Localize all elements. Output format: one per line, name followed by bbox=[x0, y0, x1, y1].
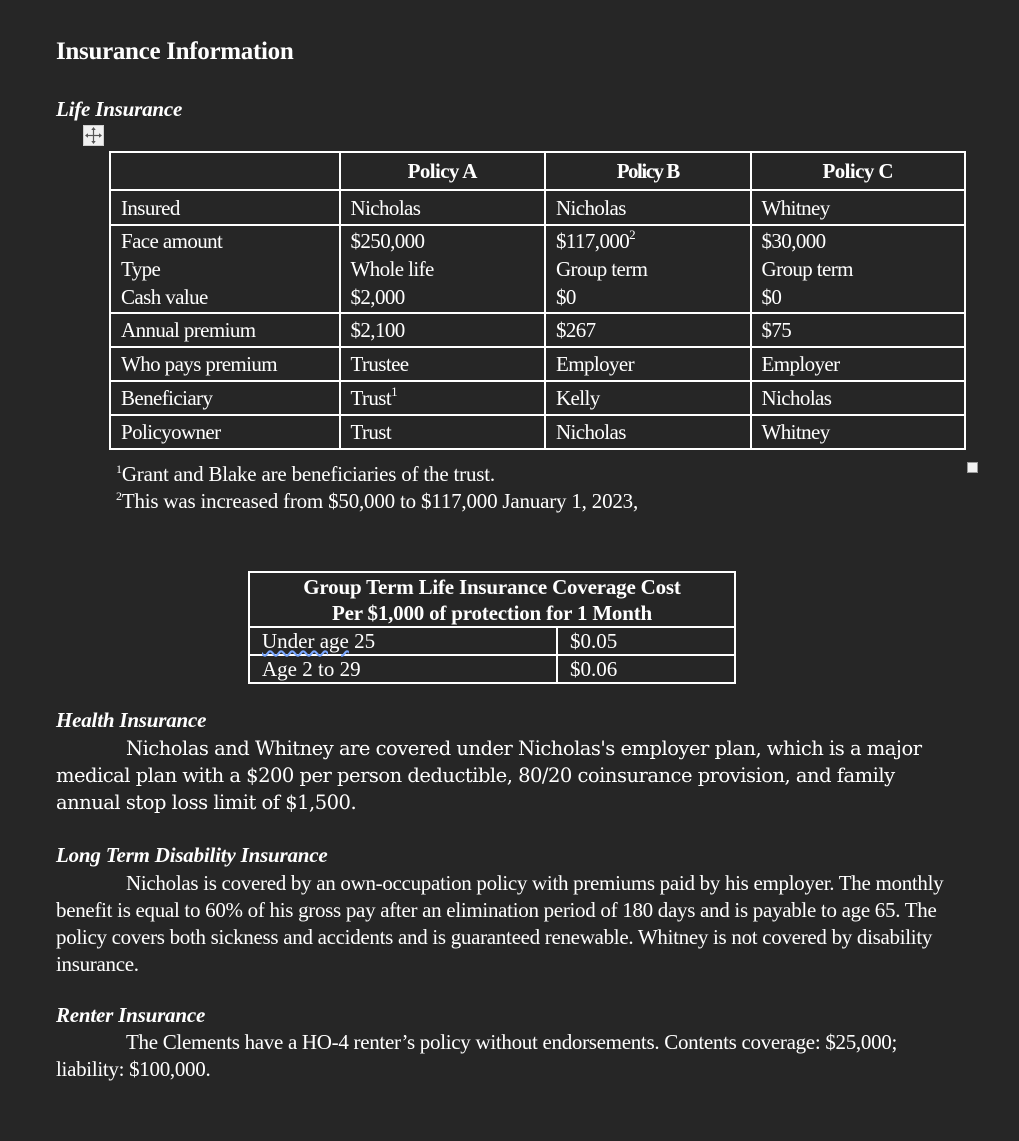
beneficiary-a-value: Trust bbox=[350, 386, 392, 410]
footnote-mark-2: 2 bbox=[629, 227, 636, 242]
header-policy-a: Policy A bbox=[340, 152, 545, 190]
cell-policy-c: Whitney bbox=[751, 190, 966, 225]
row-labels bbox=[110, 225, 340, 313]
table-row bbox=[250, 627, 734, 655]
cell-policy-c: Group term bbox=[761, 257, 853, 281]
cost-title-line-1: Group Term Life Insurance Coverage Cost bbox=[303, 575, 681, 599]
footnote-2-text: This was increased from $50,000 to $117,000 January 1, 2023, bbox=[121, 489, 639, 513]
cell-policy-b: Nicholas bbox=[545, 415, 751, 449]
cell-policy-b: Group term bbox=[555, 257, 648, 281]
row-label: Who pays premium bbox=[110, 347, 340, 381]
header-blank bbox=[110, 152, 340, 190]
footnote-2-mark: 2 bbox=[116, 489, 122, 503]
table-row bbox=[110, 415, 965, 449]
cell-policy-a: $2,100 bbox=[340, 313, 545, 347]
cell-policy-c: $30,000 bbox=[761, 229, 826, 253]
cell-policy-a: Trustee bbox=[340, 347, 545, 381]
cell-policy-c: Whitney bbox=[751, 415, 966, 449]
health-insurance-heading: Health Insurance bbox=[56, 708, 207, 732]
disability-insurance-text: Nicholas is covered by an own-occupation policy with premiums paid by his employer. The monthly benefit is equal to 60% of his gross pay after an elimination period of 180 days and is payable to age 65. The policy covers both sickness and accidents and is guaranteed renewable. Whitney is not covered by disability insurance. bbox=[56, 871, 944, 976]
row-label: Cash value bbox=[121, 285, 208, 309]
face-amount-b-value: $117,000 bbox=[555, 229, 630, 253]
table-row bbox=[250, 655, 734, 682]
table-row bbox=[110, 313, 965, 347]
cell-policy-a: Whole life bbox=[350, 257, 434, 281]
cell-policy-b: Kelly bbox=[545, 381, 751, 415]
row-label: Policyowner bbox=[110, 415, 340, 449]
cell-policy-a bbox=[340, 381, 545, 415]
under-age-text: Under age bbox=[262, 629, 349, 653]
cells-policy-a bbox=[340, 225, 545, 313]
group-term-cost-table bbox=[248, 571, 736, 684]
cell-policy-c: $75 bbox=[751, 313, 966, 347]
disability-insurance-heading: Long Term Disability Insurance bbox=[56, 843, 328, 867]
cell-policy-a: Trust bbox=[340, 415, 545, 449]
table-resize-handle-icon[interactable] bbox=[967, 462, 978, 473]
cell-policy-a: Nicholas bbox=[340, 190, 545, 225]
cost-value: $0.06 bbox=[557, 655, 734, 682]
cell-policy-c: $0 bbox=[761, 285, 782, 309]
row-label: Face amount bbox=[121, 229, 223, 253]
cell-policy-a: $2,000 bbox=[350, 285, 405, 309]
table-move-handle-icon[interactable] bbox=[83, 125, 104, 146]
table-row-group bbox=[110, 225, 965, 313]
age-text-rest: 25 bbox=[348, 629, 376, 653]
row-label: Insured bbox=[110, 190, 340, 225]
age-label bbox=[250, 627, 557, 655]
cell-policy-a: $250,000 bbox=[350, 229, 425, 253]
life-insurance-table bbox=[109, 151, 966, 450]
header-policy-c: Policy C bbox=[751, 152, 966, 190]
renter-insurance-heading: Renter Insurance bbox=[56, 1003, 206, 1027]
cost-table-title bbox=[250, 573, 734, 626]
row-label: Annual premium bbox=[110, 313, 340, 347]
header-policy-b: Policy B bbox=[545, 152, 751, 190]
age-text: Age 2 to 29 bbox=[262, 657, 361, 681]
cell-policy-b: Employer bbox=[545, 347, 751, 381]
table-header-row bbox=[110, 152, 965, 190]
cell-policy-b: $267 bbox=[545, 313, 751, 347]
cells-policy-c bbox=[751, 225, 966, 313]
footnote-1 bbox=[116, 462, 495, 487]
footnote-1-mark: 1 bbox=[116, 462, 122, 476]
page-title: Insurance Information bbox=[56, 38, 294, 65]
age-label bbox=[250, 655, 557, 682]
health-insurance-text: Nicholas and Whitney are covered under Nicholas's employer plan, which is a major medical plan with a $200 per person deductible, 80/20 coinsurance provision, and family annual stop loss limit of $1,500. bbox=[56, 737, 922, 814]
cell-policy-c: Nicholas bbox=[751, 381, 966, 415]
renter-insurance-text: The Clements have a HO-4 renter’s policy without endorsements. Contents coverage: $25,000; liability: $100,000. bbox=[56, 1030, 898, 1081]
footnote-mark-1: 1 bbox=[391, 384, 397, 399]
life-insurance-heading: Life Insurance bbox=[56, 97, 183, 121]
cell-policy-b bbox=[556, 228, 750, 256]
footnote-2 bbox=[116, 489, 638, 514]
cells-policy-b bbox=[545, 225, 751, 313]
cost-title-line-2: Per $1,000 of protection for 1 Month bbox=[331, 601, 652, 625]
table-row bbox=[110, 347, 965, 381]
table-row bbox=[110, 381, 965, 415]
cell-policy-b: Nicholas bbox=[545, 190, 751, 225]
row-label: Beneficiary bbox=[110, 381, 340, 415]
cell-policy-c: Employer bbox=[751, 347, 966, 381]
footnote-1-text: Grant and Blake are beneficiaries of the trust. bbox=[121, 462, 495, 486]
cost-value: $0.05 bbox=[557, 627, 734, 655]
table-row bbox=[110, 190, 965, 225]
cell-policy-b: $0 bbox=[555, 285, 576, 309]
row-label: Type bbox=[121, 257, 161, 281]
cost-rows bbox=[250, 626, 734, 682]
